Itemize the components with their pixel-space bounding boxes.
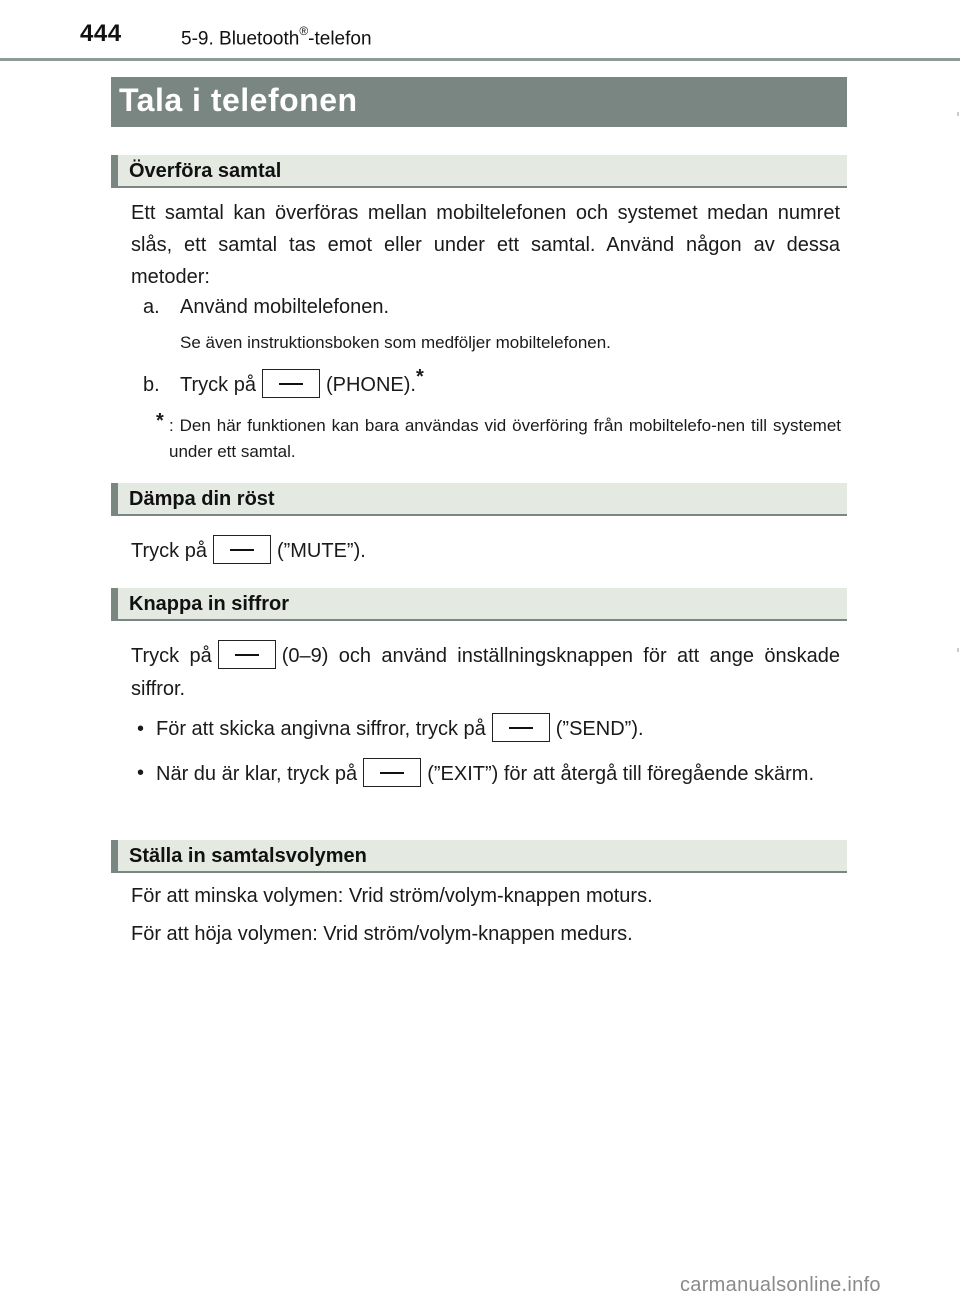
edge-mark — [957, 648, 959, 652]
volume-decrease: För att minska volymen: Vrid ström/volym-knappen moturs. — [131, 885, 653, 907]
section-heading-text: Ställa in samtalsvolymen — [129, 845, 367, 867]
mute-instruction: Tryck på (”MUTE”). — [131, 535, 366, 567]
header-divider — [0, 58, 960, 61]
section-heading-call-volume — [111, 840, 847, 873]
bullet-marker: • — [137, 718, 145, 740]
phone-button-icon — [262, 369, 320, 398]
digit-button-icon — [218, 640, 276, 669]
exit-button-icon — [363, 758, 421, 787]
watermark: carmanualsonline.info — [680, 1274, 881, 1296]
section-intro: Ett samtal kan överföras mellan mobiltelefonen och systemet medan numret slås, ett samtal tas emot eller under ett samtal. Använd någon av dessa metoder: — [131, 202, 840, 288]
mute-button-icon — [213, 535, 271, 564]
chapter-title: 5-9. Bluetooth®-telefon — [181, 24, 372, 50]
section-heading-text: Dämpa din röst — [129, 488, 275, 510]
item-a-text: Använd mobiltelefonen. — [180, 296, 390, 318]
page-number: 444 — [80, 20, 122, 47]
section-heading-text: Knappa in siffror — [129, 593, 290, 615]
item-a-note: Se även instruktionsboken som medföljer mobiltelefonen. — [180, 333, 611, 352]
volume-increase: För att höja volymen: Vrid ström/volym-knappen medurs. — [131, 923, 633, 945]
footnote: * — [156, 410, 164, 432]
section-heading-transfer-call — [111, 155, 847, 188]
section-heading-mute — [111, 483, 847, 516]
page-title: Tala i telefonen — [119, 82, 358, 118]
edge-mark — [957, 112, 959, 116]
bullet-marker: • — [137, 762, 145, 784]
section-heading-text: Överföra samtal — [129, 160, 282, 182]
bullet-exit: När du är klar, tryck på (”EXIT”) för att återgå till föregående skärm. — [156, 757, 842, 791]
page-header — [0, 0, 960, 62]
send-button-icon — [492, 713, 550, 742]
item-a-marker: a. — [143, 296, 160, 318]
footnote-text: : Den här funktionen kan bara användas vid överföring från mobiltelefo-nen till systemet under ett samtal. — [169, 416, 841, 461]
page-title-bar — [111, 77, 847, 127]
bullet-send: För att skicka angivna siffror, tryck på (”SEND”). — [156, 713, 644, 745]
digits-instruction: Tryck på (0–9) och använd inställningsknappen för att ange önskade siffror. — [131, 640, 840, 706]
item-b-text: Tryck på (PHONE).* — [180, 369, 424, 401]
item-b-marker: b. — [143, 374, 160, 396]
section-heading-enter-digits — [111, 588, 847, 621]
